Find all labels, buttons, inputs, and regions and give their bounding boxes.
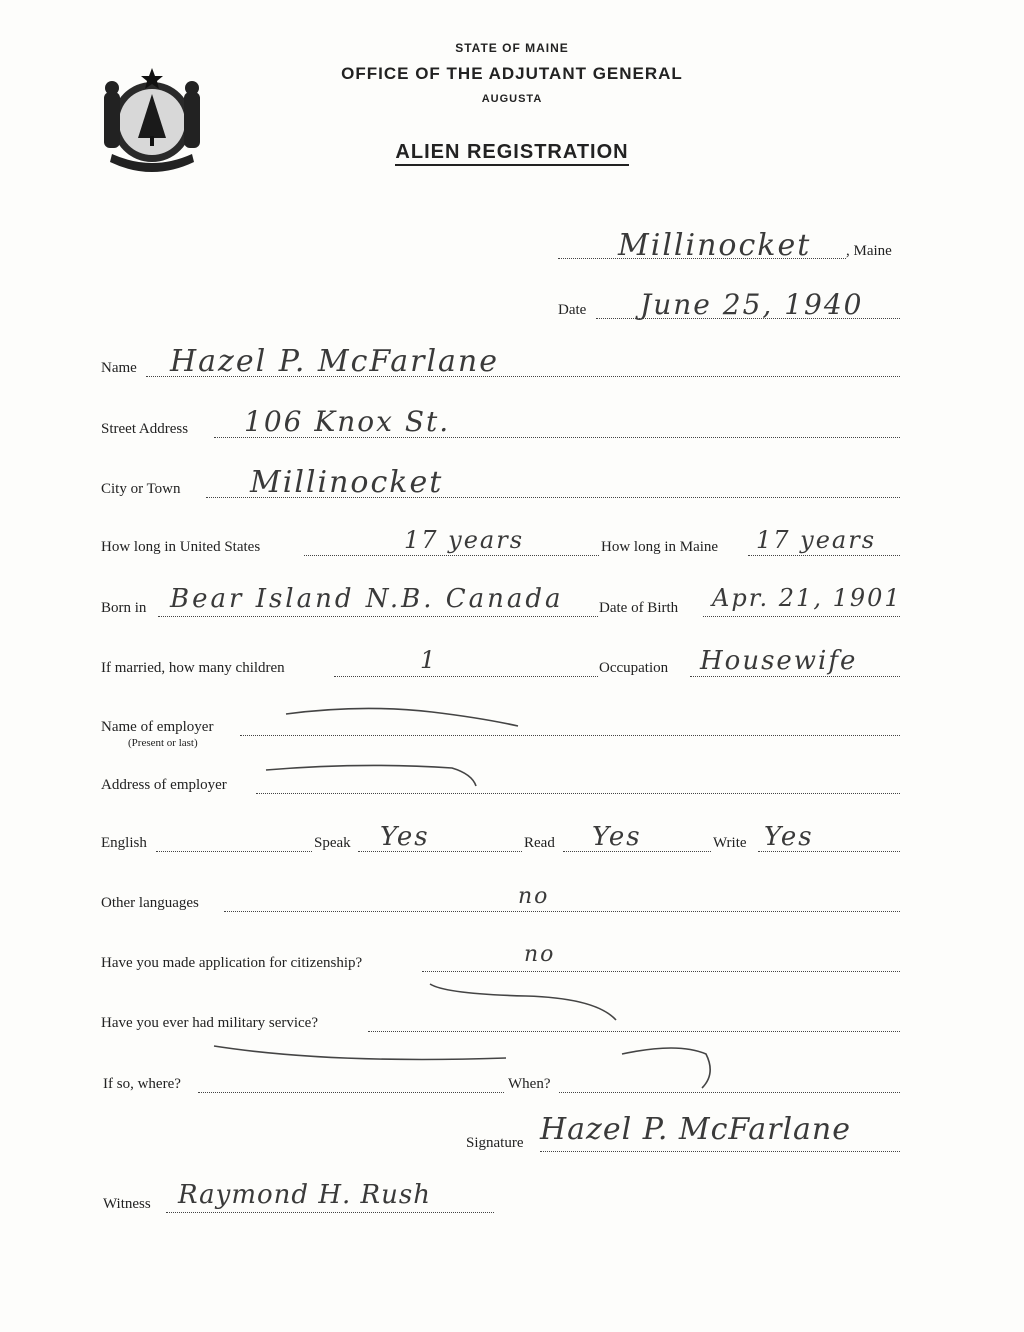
- other-languages-line: [224, 911, 900, 912]
- how-long-us-line: [304, 555, 599, 556]
- form-title-text: ALIEN REGISTRATION: [395, 141, 628, 166]
- name-label: Name: [101, 360, 137, 376]
- street-value[interactable]: 106 Knox St.: [244, 405, 451, 438]
- how-long-maine-label: How long in Maine: [601, 539, 719, 555]
- office-heading: OFFICE OF THE ADJUTANT GENERAL: [341, 64, 683, 83]
- citizenship-label: Have you made application for citizenship?: [101, 955, 363, 971]
- employer-line: [240, 735, 900, 736]
- military-blank-stroke-icon: [426, 980, 626, 1024]
- name-value[interactable]: Hazel P. McFarlane: [170, 344, 499, 379]
- english-label: English: [101, 835, 147, 851]
- read-value[interactable]: Yes: [592, 822, 642, 852]
- city-label: City or Town: [101, 481, 181, 497]
- date-label: Date: [558, 302, 587, 318]
- witness-line: [166, 1212, 494, 1213]
- date-value[interactable]: June 25, 1940: [640, 288, 864, 321]
- witness-label: Witness: [103, 1196, 151, 1212]
- employer-sublabel: (Present or last): [128, 737, 198, 749]
- children-label: If married, how many children: [101, 660, 285, 676]
- how-long-us-label: How long in United States: [101, 539, 261, 555]
- state-heading: STATE OF MAINE: [455, 41, 569, 55]
- how-long-us-value[interactable]: 17 years: [404, 526, 525, 554]
- employer-label: Name of employer: [101, 719, 214, 735]
- born-in-line: [158, 616, 598, 617]
- when-line: [559, 1092, 900, 1093]
- children-line: [334, 676, 598, 677]
- dob-label: Date of Birth: [599, 600, 679, 616]
- how-long-maine-line: [748, 555, 900, 556]
- write-value[interactable]: Yes: [764, 822, 814, 852]
- other-languages-value[interactable]: no: [518, 884, 550, 909]
- how-long-maine-value[interactable]: 17 years: [756, 526, 877, 554]
- english-line: [156, 851, 312, 852]
- born-in-label: Born in: [101, 600, 147, 616]
- citizenship-value[interactable]: no: [524, 942, 556, 967]
- witness-value[interactable]: Raymond H. Rush: [178, 1180, 431, 1210]
- read-label: Read: [524, 835, 555, 851]
- write-label: Write: [713, 835, 747, 851]
- city-heading: AUGUSTA: [481, 93, 543, 105]
- signature-label: Signature: [466, 1135, 524, 1151]
- other-languages-label: Other languages: [101, 895, 199, 911]
- military-line: [368, 1031, 900, 1032]
- where-blank-stroke-icon: [210, 1040, 510, 1070]
- signature-value[interactable]: Hazel P. McFarlane: [540, 1112, 851, 1147]
- place-suffix: , Maine: [846, 243, 892, 259]
- where-label: If so, where?: [103, 1076, 181, 1092]
- occupation-label: Occupation: [599, 660, 669, 676]
- when-blank-stroke-icon: [618, 1044, 718, 1090]
- employer-address-label: Address of employer: [101, 777, 227, 793]
- city-value[interactable]: Millinocket: [250, 465, 444, 500]
- born-in-value[interactable]: Bear Island N.B. Canada: [170, 584, 564, 614]
- occupation-value[interactable]: Housewife: [700, 646, 858, 676]
- children-value[interactable]: 1: [420, 646, 438, 674]
- place-value[interactable]: Millinocket: [618, 228, 812, 263]
- street-label: Street Address: [101, 421, 189, 437]
- form-title: [0, 141, 1024, 164]
- speak-label: Speak: [314, 835, 351, 851]
- speak-value[interactable]: Yes: [380, 822, 430, 852]
- signature-line: [540, 1151, 900, 1152]
- where-line: [198, 1092, 504, 1093]
- when-label: When?: [508, 1076, 551, 1092]
- employer-blank-stroke-icon: [282, 704, 522, 728]
- occupation-line: [690, 676, 900, 677]
- citizenship-line: [422, 971, 900, 972]
- military-label: Have you ever had military service?: [101, 1015, 318, 1031]
- dob-value[interactable]: Apr. 21, 1901: [712, 584, 902, 612]
- employer-address-blank-stroke-icon: [262, 758, 482, 788]
- dob-line: [703, 616, 900, 617]
- employer-address-line: [256, 793, 900, 794]
